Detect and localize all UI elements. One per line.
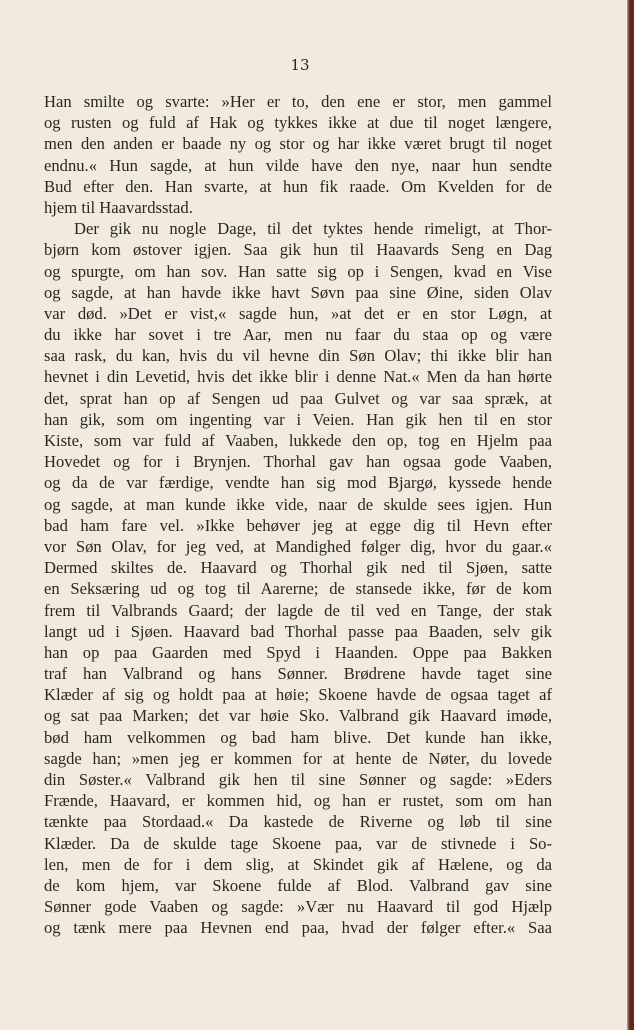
text-line: bød ham velkommen og bad ham blive. Det kunde han ikke, xyxy=(44,727,552,747)
text-line: og da de var færdige, vendte han sig mod Bjargø, kyssede hende xyxy=(44,473,552,493)
body-text xyxy=(44,91,552,939)
text-line: Dermed skiltes de. Haavard og Thorhal gik ned til Sjøen, satte xyxy=(44,558,552,578)
text-line: og rusten og fuld af Hak og tykkes ikke at due til noget længere, xyxy=(44,113,552,133)
text-line: traf han Valbrand og hans Sønner. Brødrene havde taget sine xyxy=(44,664,552,684)
text-line: endnu.« Hun sagde, at hun vilde have den nye, naar hun sendte xyxy=(44,155,552,175)
text-line: var død. »Det er vist,« sagde hun, »at det er en stor Løgn, at xyxy=(44,303,552,323)
text-line: det, sprat han op af Sengen ud paa Gulvet og var saa spræk, at xyxy=(44,388,552,408)
text-line: din Søster.« Valbrand gik hen til sine Sønner og sagde: »Eders xyxy=(44,770,552,789)
page-number: 13 xyxy=(290,56,310,74)
text-line: Der gik nu nogle Dage, til det tyktes hende rimeligt, at Thor- xyxy=(74,219,552,239)
text-line: Han smilte og svarte: »Her er to, den ene er stor, men gammel xyxy=(44,92,552,111)
text-line: han op paa Gaarden med Spyd i Haanden. Oppe paa Bakken xyxy=(44,642,552,662)
text-line: og sagde, at man kunde ikke vide, naar de skulde sees igjen. Hun xyxy=(44,494,552,514)
text-line: bjørn kom østover igjen. Saa gik hun til Haavards Seng en Dag xyxy=(44,240,552,260)
text-line: langt ud i Sjøen. Haavard bad Thorhal passe paa Baaden, selv gik xyxy=(44,621,552,641)
text-line: Bud efter den. Han svarte, at hun fik raade. Om Kvelden for de xyxy=(44,176,552,196)
text-line: men den anden er baade ny og stor og har ikke været brugt til noget xyxy=(44,134,552,154)
text-line: sagde han; »men jeg er kommen for at hente de Nøter, du lovede xyxy=(44,748,552,768)
text-line: vor Søn Olav, for jeg ved, at Mandighed følger dig, hvor du gaar.« xyxy=(44,536,552,556)
text-line: saa rask, du kan, hvis du vil hevne din Søn Olav; thi ikke blir han xyxy=(44,346,552,366)
text-line: Klæder. Da de skulde tage Skoene paa, var de stivnede i So- xyxy=(44,833,552,853)
text-line: Sønner gode Vaaben og sagde: »Vær nu Haavard til god Hjælp xyxy=(44,897,552,917)
text-line: en Seksæring ud og tog til Aarerne; de stansede ikke, før de kom xyxy=(44,579,552,599)
text-line: de kom hjem, var Skoene fulde af Blod. Valbrand gav sine xyxy=(44,875,552,895)
text-line: Kiste, som var fuld af Vaaben, lukkede den op, tog en Hjelm paa xyxy=(44,431,552,450)
text-line: tænkte paa Stordaad.« Da kastede de Riverne og løb til sine xyxy=(44,812,552,832)
text-line: og tænk mere paa Hevnen end paa, hvad der følger efter.« Saa xyxy=(44,918,552,938)
text-line: du ikke har sovet i tre Aar, men nu faar du staa op og være xyxy=(44,325,552,345)
text-line: Klæder af sig og holdt paa at høie; Skoene havde de ogsaa taget af xyxy=(44,685,552,705)
text-line: hevnet i din Levetid, hvis det ikke blir i denne Nat.« Men da han hørte xyxy=(44,367,552,387)
page-edge xyxy=(627,0,634,1030)
text-line: han gik, som om ingenting var i Veien. Han gik hen til en stor xyxy=(44,409,552,429)
text-line: og sagde, at han havde ikke havt Søvn paa sine Øine, siden Olav xyxy=(44,282,552,302)
text-line: bad ham fare vel. »Ikke behøver jeg at egge dig til Hevn efter xyxy=(44,515,552,535)
text-line: Hovedet og for i Brynjen. Thorhal gav han ogsaa gode Vaaben, xyxy=(44,452,552,472)
text-line: len, men de for i dem slig, at Skindet gik af Hælene, og da xyxy=(44,854,552,874)
text-line: frem til Valbrands Gaard; der lagde de til ved en Tange, der stak xyxy=(44,600,552,620)
text-line: og spurgte, om han sov. Han satte sig op i Sengen, kvad en Vise xyxy=(44,261,552,281)
text-line: og sat paa Marken; det var høie Sko. Valbrand gik Haavard imøde, xyxy=(44,706,552,726)
text-line: Frænde, Haavard, er kommen hid, og han er rustet, som om han xyxy=(44,791,552,811)
text-line: hjem til Haavardsstad. xyxy=(44,197,193,217)
